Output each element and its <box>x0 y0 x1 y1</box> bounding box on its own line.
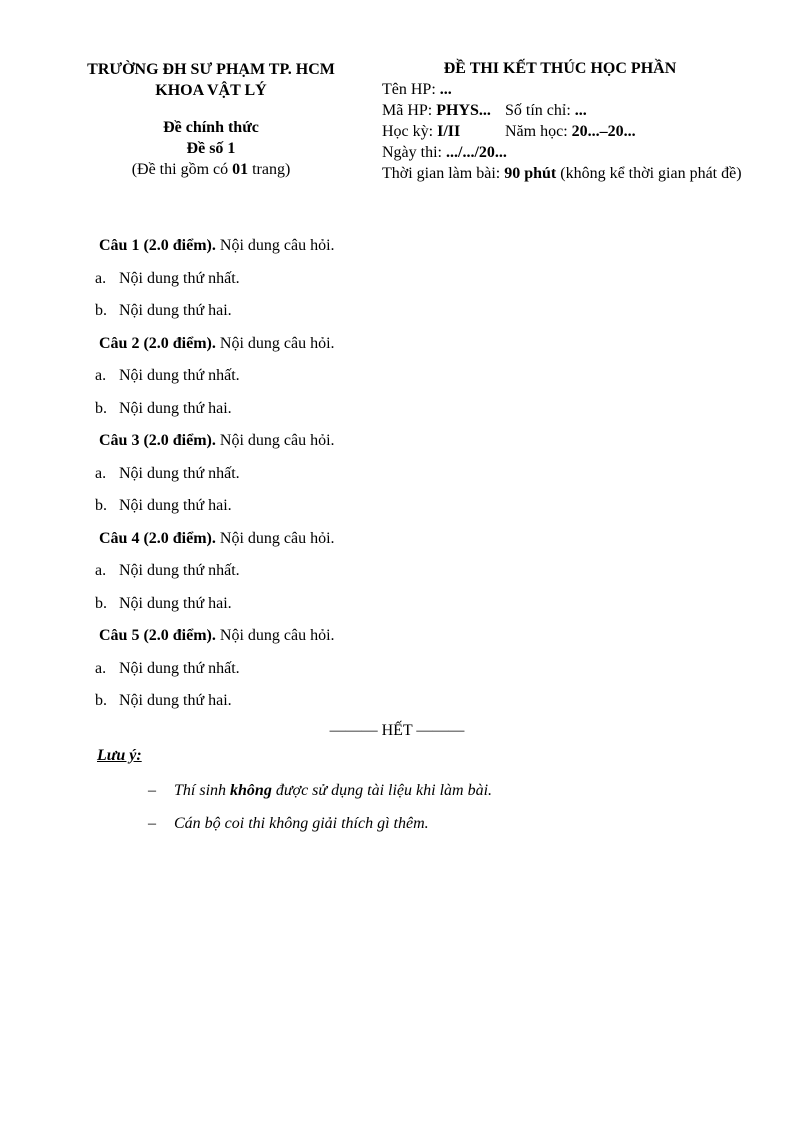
course-code-credits-row <box>382 100 742 121</box>
question-2-content: Nội dung câu hỏi. <box>215 334 335 352</box>
question-1-item-a-text: Nội dung thứ nhất. <box>119 269 240 287</box>
course-name-value: ... <box>439 81 452 98</box>
question-3-item-b-marker: b. <box>95 497 107 514</box>
question-1-item-a-marker: a. <box>95 269 107 287</box>
question-5-item-b-marker: b. <box>95 692 107 709</box>
question-1-number-points: Câu 1 (2.0 điểm). <box>99 237 216 254</box>
question-2-number-points: Câu 2 (2.0 điểm). <box>99 334 216 352</box>
question-2-item-b-marker: b. <box>95 399 107 417</box>
exam-type-label: Đề chính thức <box>163 119 259 136</box>
page-count-value: 01 <box>232 161 249 178</box>
university-name: TRƯỜNG ĐH SƯ PHẠM TP. HCM <box>87 61 335 78</box>
question-5-item-a <box>95 653 794 686</box>
page-count-prefix: (Đề thi gồm có <box>131 161 233 178</box>
question-1-item-b-marker: b. <box>95 302 107 319</box>
course-code-value: PHYS... <box>436 102 491 119</box>
question-1-content: Nội dung câu hỏi. <box>215 237 335 254</box>
semester-year-row <box>382 121 742 142</box>
note-1-bold: không <box>230 782 272 799</box>
question-block-2 <box>0 328 794 426</box>
question-3-item-a <box>95 458 794 491</box>
credits-cell <box>505 102 587 119</box>
question-5-number-points: Câu 5 (2.0 điểm). <box>99 627 216 644</box>
question-5-item-b-text: Nội dung thứ hai. <box>119 692 232 709</box>
semester-value: I/II <box>437 123 461 140</box>
exam-date-row <box>382 142 742 163</box>
page-count-note <box>58 159 364 180</box>
question-1-item-b <box>95 295 794 328</box>
duration-label: Thời gian làm bài: <box>382 165 505 182</box>
question-4-heading <box>99 523 794 556</box>
question-4-item-b-marker: b. <box>95 594 107 612</box>
school-year-label: Năm học: <box>505 123 572 140</box>
question-3-item-a-marker: a. <box>95 464 107 482</box>
question-5-item-b <box>95 685 794 718</box>
question-1-item-a <box>95 263 794 296</box>
exam-title: ĐỀ THI KẾT THÚC HỌC PHẦN <box>443 60 677 77</box>
question-4-item-b-text: Nội dung thứ hai. <box>119 594 232 612</box>
note-1-dash: – <box>148 782 156 799</box>
question-3-item-a-text: Nội dung thứ nhất. <box>119 464 240 482</box>
semester-label: Học kỳ: <box>382 123 438 140</box>
question-2-item-a <box>95 360 794 393</box>
question-2-item-a-text: Nội dung thứ nhất. <box>119 367 240 384</box>
question-3-number-points: Câu 3 (2.0 điểm). <box>99 432 216 449</box>
questions-section <box>0 230 794 718</box>
header-institution-block <box>58 59 364 180</box>
question-3-heading <box>99 425 794 458</box>
credits-value: ... <box>574 102 587 119</box>
question-5-item-a-marker: a. <box>95 659 107 677</box>
course-code-cell <box>382 100 505 121</box>
page-count-suffix: trang) <box>248 161 291 178</box>
note-item-1 <box>148 774 708 807</box>
notes-list <box>148 774 708 840</box>
question-4-number-points: Câu 4 (2.0 điểm). <box>99 529 216 547</box>
exam-date-value: .../.../20... <box>446 144 507 161</box>
question-4-content: Nội dung câu hỏi. <box>215 529 335 547</box>
note-2-dash: – <box>148 815 156 832</box>
question-4-item-a-text: Nội dung thứ nhất. <box>119 562 240 579</box>
exam-number-label: Đề số 1 <box>186 140 236 157</box>
course-code-label: Mã HP: <box>382 102 437 119</box>
school-year-cell <box>505 123 636 140</box>
question-5-item-a-text: Nội dung thứ nhất. <box>119 659 240 677</box>
notes-heading: Lưu ý: <box>97 747 142 764</box>
question-block-1 <box>0 230 794 328</box>
question-3-item-b-text: Nội dung thứ hai. <box>119 497 232 514</box>
question-4-item-b <box>95 588 794 621</box>
question-2-item-a-marker: a. <box>95 367 107 384</box>
question-1-heading <box>99 230 794 263</box>
semester-cell <box>382 121 505 142</box>
course-name-label: Tên HP: <box>382 81 440 98</box>
note-item-2 <box>148 807 708 840</box>
question-3-content: Nội dung câu hỏi. <box>215 432 335 449</box>
faculty-name: KHOA VẬT LÝ <box>155 82 267 99</box>
question-1-item-b-text: Nội dung thứ hai. <box>119 302 232 319</box>
duration-value: 90 phút <box>504 165 557 182</box>
question-5-heading <box>99 620 794 653</box>
end-of-exam-divider: ——— HẾT ——— <box>329 722 465 739</box>
duration-row <box>382 163 742 184</box>
credits-label: Số tín chỉ: <box>505 102 575 119</box>
question-2-item-b <box>95 393 794 426</box>
question-5-content: Nội dung câu hỏi. <box>215 627 335 644</box>
question-block-3 <box>0 425 794 523</box>
header-exam-meta-block <box>382 58 742 184</box>
duration-suffix: (không kể thời gian phát đề) <box>556 165 742 182</box>
school-year-value: 20...–20... <box>571 123 636 140</box>
note-1-suffix: được sử dụng tài liệu khi làm bài. <box>271 782 493 799</box>
note-2-text: Cán bộ coi thi không giải thích gì thêm. <box>174 815 429 832</box>
note-1-text <box>174 774 492 807</box>
question-2-item-b-text: Nội dung thứ hai. <box>119 399 232 417</box>
course-name-row <box>382 79 742 100</box>
exam-date-label: Ngày thi: <box>382 144 446 161</box>
question-block-4 <box>0 523 794 621</box>
question-2-heading <box>99 328 794 361</box>
question-3-item-b <box>95 490 794 523</box>
question-block-5 <box>0 620 794 718</box>
note-1-prefix: Thí sinh <box>174 782 231 799</box>
question-4-item-a <box>95 555 794 588</box>
question-4-item-a-marker: a. <box>95 562 107 579</box>
